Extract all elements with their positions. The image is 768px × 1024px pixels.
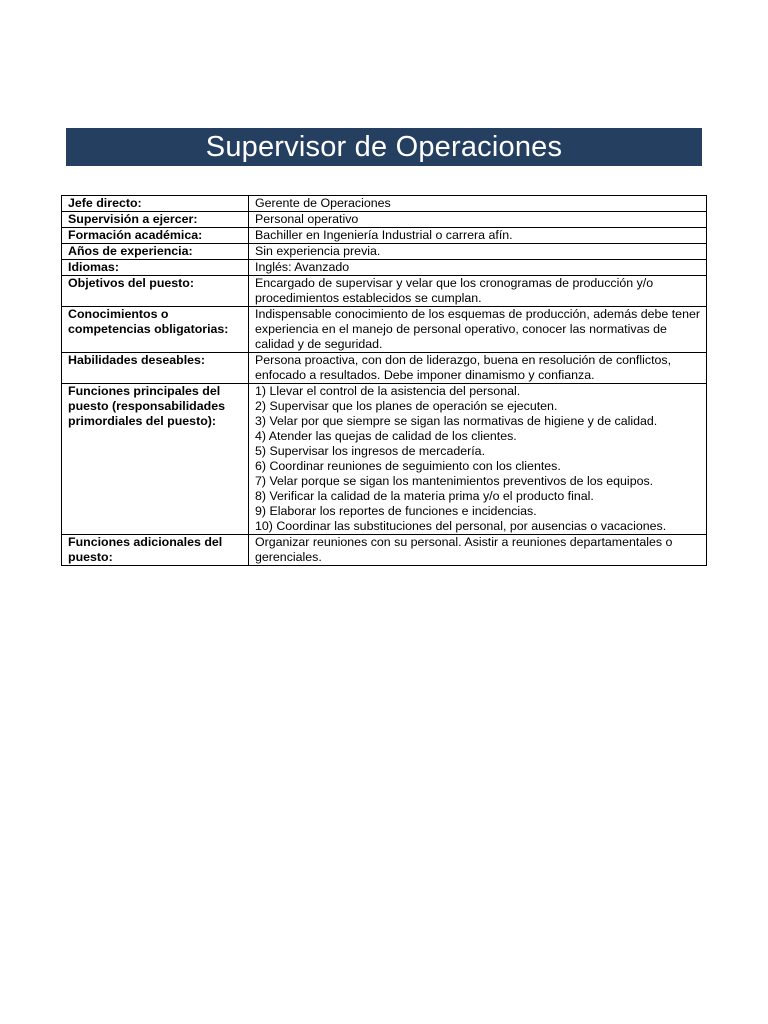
list-item: 9) Elaborar los reportes de funciones e incidencias. <box>255 504 537 518</box>
table-row <box>62 307 707 353</box>
row-label: Conocimientos o competencias obligatorias: <box>62 307 249 353</box>
row-value: Bachiller en Ingeniería Industrial o carrera afín. <box>249 228 707 244</box>
row-value: Sin experiencia previa. <box>249 244 707 260</box>
table-row <box>62 244 707 260</box>
row-value: Gerente de Operaciones <box>249 196 707 212</box>
row-value: Indispensable conocimiento de los esquemas de producción, además debe tener experiencia en el manejo de personal operativo, conocer las normativas de calidad y de seguridad. <box>249 307 707 353</box>
row-value: Inglés: Avanzado <box>249 260 707 276</box>
row-label: Habilidades deseables: <box>62 353 249 384</box>
row-label: Jefe directo: <box>62 196 249 212</box>
row-label: Años de experiencia: <box>62 244 249 260</box>
list-item: 8) Verificar la calidad de la materia prima y/o el producto final. <box>255 489 594 503</box>
row-value: Encargado de supervisar y velar que los cronogramas de producción y/o procedimientos establecidos se cumplan. <box>249 276 707 307</box>
row-value: Personal operativo <box>249 212 707 228</box>
table-row <box>62 535 707 566</box>
list-item: 3) Velar por que siempre se sigan las normativas de higiene y de calidad. <box>255 414 658 428</box>
row-label: Funciones principales del puesto (responsabilidades primordiales del puesto): <box>62 384 249 535</box>
list-item: 6) Coordinar reuniones de seguimiento con los clientes. <box>255 459 561 473</box>
table-row <box>62 353 707 384</box>
list-item: 7) Velar porque se sigan los mantenimientos preventivos de los equipos. <box>255 474 654 488</box>
row-value: Organizar reuniones con su personal. Asistir a reuniones departamentales o gerenciales. <box>249 535 707 566</box>
list-item: 2) Supervisar que los planes de operación se ejecuten. <box>255 399 558 413</box>
list-item: 4) Atender las quejas de calidad de los clientes. <box>255 429 517 443</box>
list-item: 5) Supervisar los ingresos de mercadería. <box>255 444 486 458</box>
row-label: Objetivos del puesto: <box>62 276 249 307</box>
row-value: Persona proactiva, con don de liderazgo, buena en resolución de conflictos, enfocado a resultados. Debe imponer dinamismo y confianza. <box>249 353 707 384</box>
list-item: 10) Coordinar las substituciones del personal, por ausencias o vacaciones. <box>255 519 667 533</box>
row-label: Funciones adicionales del puesto: <box>62 535 249 566</box>
functions-list <box>249 384 707 535</box>
job-profile-table <box>61 195 707 566</box>
list-item: 1) Llevar el control de la asistencia del personal. <box>255 384 521 398</box>
table-row <box>62 260 707 276</box>
table-row <box>62 196 707 212</box>
row-label: Supervisión a ejercer: <box>62 212 249 228</box>
table-row <box>62 384 707 535</box>
row-label: Formación académica: <box>62 228 249 244</box>
page-title: Supervisor de Operaciones <box>66 128 702 166</box>
row-label: Idiomas: <box>62 260 249 276</box>
table-row <box>62 276 707 307</box>
table-row <box>62 212 707 228</box>
table-row <box>62 228 707 244</box>
